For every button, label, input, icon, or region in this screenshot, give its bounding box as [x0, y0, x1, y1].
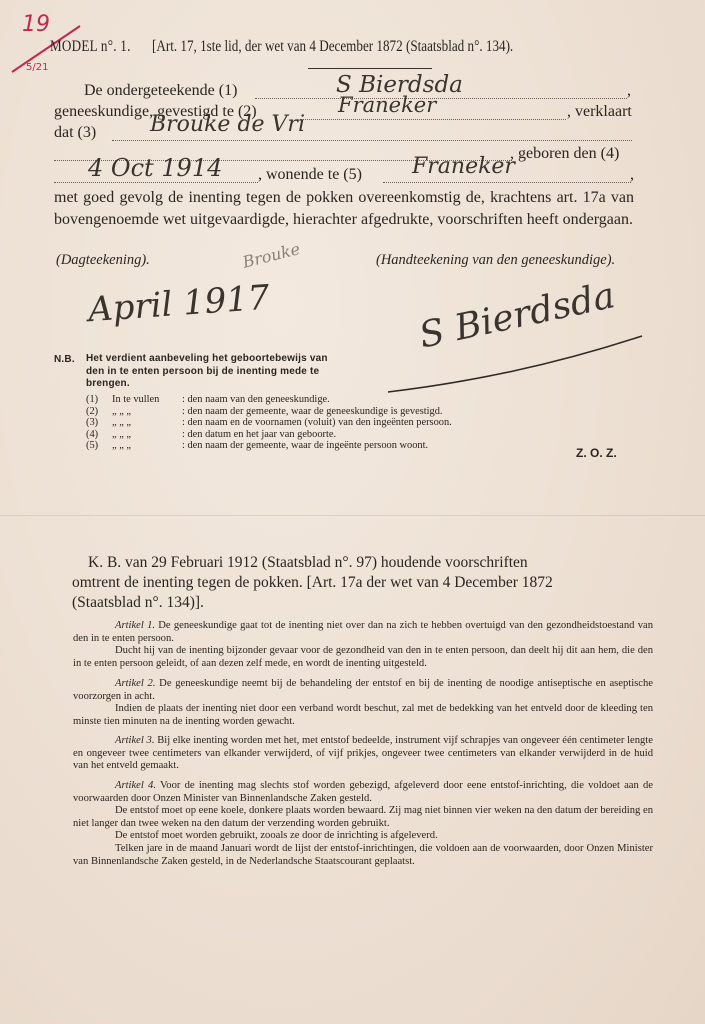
- form-line1-comma: ,: [627, 82, 631, 99]
- nb-text: Het verdient aanbeveling het geboortebewijs van den in te enten persoon bij de inenting mede te brengen.: [86, 353, 328, 389]
- kb-title-line1: K. B. van 29 Februari 1912 (Staatsblad n°. 97) houdende voorschriften: [88, 554, 528, 571]
- form-line5-dots-a: [54, 182, 258, 183]
- form-line5-label: , wonende te (5): [258, 166, 362, 183]
- footnote-row: (4) „ „ „ : den datum en het jaar van geboorte.: [86, 428, 337, 440]
- form-line2-label: geneeskundige, gevestigd te (2): [54, 103, 257, 120]
- nb-label: N.B.: [54, 354, 75, 365]
- article-title: Artikel 1.: [115, 620, 156, 631]
- footnote-list: [86, 394, 452, 452]
- form-line5-dots-b: [383, 182, 631, 183]
- form-line2-suffix: , verklaart: [567, 103, 632, 120]
- signature-flourish: [380, 330, 650, 400]
- article-2: Artikel 2. De geneeskundige neemt bij de behandeling der entstof en bij de inenting de noodige antiseptische en aseptische voorzorgen in acht. Indien de plaats der inenting niet door een verband wordt beschut, zal met de bedekking van het entveld door de kleeding ten minste tien minuten na de inenting worden gewacht.: [73, 678, 653, 727]
- kb-title-line3: (Staatsblad n°. 134)].: [72, 594, 204, 611]
- pencil-note: Brouke: [240, 239, 302, 272]
- form-line1-label: De ondergeteekende (1): [84, 82, 238, 99]
- form-line5-place: Franeker: [412, 154, 515, 179]
- article-1: Artikel 1. De geneeskundige gaat tot de inenting niet over dan na zich te hebben overtuigd van den gezondheidstoestand van den in te enten persoon. Ducht hij van de inenting bijzonder gevaar voor de gezondheid van den in te enten persoon, dan deelt hij dit aan hem, die den in te enten persoon geleidt, of aan dezen zelf mede, en wordt de inenting uitgesteld.: [73, 620, 653, 669]
- sign-caption: (Handteekening van den geneeskundige).: [376, 252, 616, 268]
- form-line3-value: Brouke de Vri: [150, 112, 305, 137]
- signature: S Bierdsda: [415, 275, 619, 357]
- date-caption: (Dagteekening).: [56, 252, 150, 268]
- margin-note-number: 19: [22, 12, 50, 37]
- article-4: Artikel 4. Voor de inenting mag slechts stof worden gebezigd, afgeleverd door eene entstof-inrichting, die voldoet aan de voorwaarden door Onzen Minister van Binnenlandsche Zaken gesteld. De entstof moet op eene koele, donkere plaats worden bewaard. Zij mag niet binnen vier weken na den datum der bereiding en niet langer dan twee weken na den datum der verzending worden gebruikt. De entstof moet worden gebruikt, zooals ze door de inrichting is afgeleverd. Telken jare in de maand Januari wordt de lijst der entstof-inrichtingen, die voldoen aan de voorwaarden, door Onzen Minister van Binnenlandsche Zaken gesteld, in de Nederlandsche Staatscourant geplaatst.: [73, 780, 654, 867]
- form-line4-suffix: , geboren den (4): [510, 145, 620, 162]
- form-line1-value: S Bierdsda: [336, 72, 463, 98]
- form-line2-value: Franeker: [338, 93, 437, 117]
- fold-line: [0, 515, 705, 516]
- form-body-text: met goed gevolg de inenting tegen de pokken overeenkomstig de, krachtens art. 17a van bovengenoemde wet uitgevaardigde, hierachter afgedrukte, voorschriften heeft ondergaan.: [54, 189, 634, 228]
- footnote-row: (5) „ „ „ : den naam der gemeente, waar de ingeënte persoon woont.: [86, 440, 429, 451]
- form-line1-dots: [255, 98, 627, 99]
- margin-note-fraction: 5/21: [26, 62, 49, 73]
- date-value: April 1917: [86, 277, 271, 331]
- form-line2-dots: [300, 119, 566, 120]
- article-3: Artikel 3. Bij elke inenting worden met het, met entstof bedeelde, instrument vijf schrapjes van ongeveer één centimeter lengte en ongeveer twee centimeters van elkander verwijderd, of vijf prikjes, ongeveer twee centimeters van elkander verwijderd in de huid van het entveld gemaakt.: [73, 735, 653, 772]
- zoz: Z. O. Z.: [576, 446, 617, 460]
- form-line3-label: dat (3): [54, 124, 97, 141]
- header-article: [Art. 17, 1ste lid, der wet van 4 December 1872 (Staatsblad n°. 134).: [152, 38, 514, 55]
- footnote-row: (1) In te vullen : den naam van den geneeskundige.: [86, 394, 330, 405]
- form-line5-comma: ,: [630, 166, 634, 183]
- article-title: Artikel 2.: [115, 678, 156, 689]
- footnote-row: (3) „ „ „ : den naam en de voornamen (voluit) van den ingeënten persoon.: [86, 417, 452, 428]
- footnote-row: (2) „ „ „ : den naam der gemeente, waar de geneeskundige is gevestigd.: [86, 405, 443, 417]
- article-title: Artikel 4.: [115, 780, 156, 791]
- header-model: MODEL n°. 1.: [50, 38, 131, 55]
- article-title: Artikel 3.: [115, 735, 155, 746]
- kb-title-line2: omtrent de inenting tegen de pokken. [Art. 17a der wet van 4 December 1872: [72, 574, 553, 591]
- header-underline: [308, 68, 432, 69]
- form-line5-date: 4 Oct 1914: [88, 154, 223, 182]
- form-line3-dots: [112, 140, 632, 141]
